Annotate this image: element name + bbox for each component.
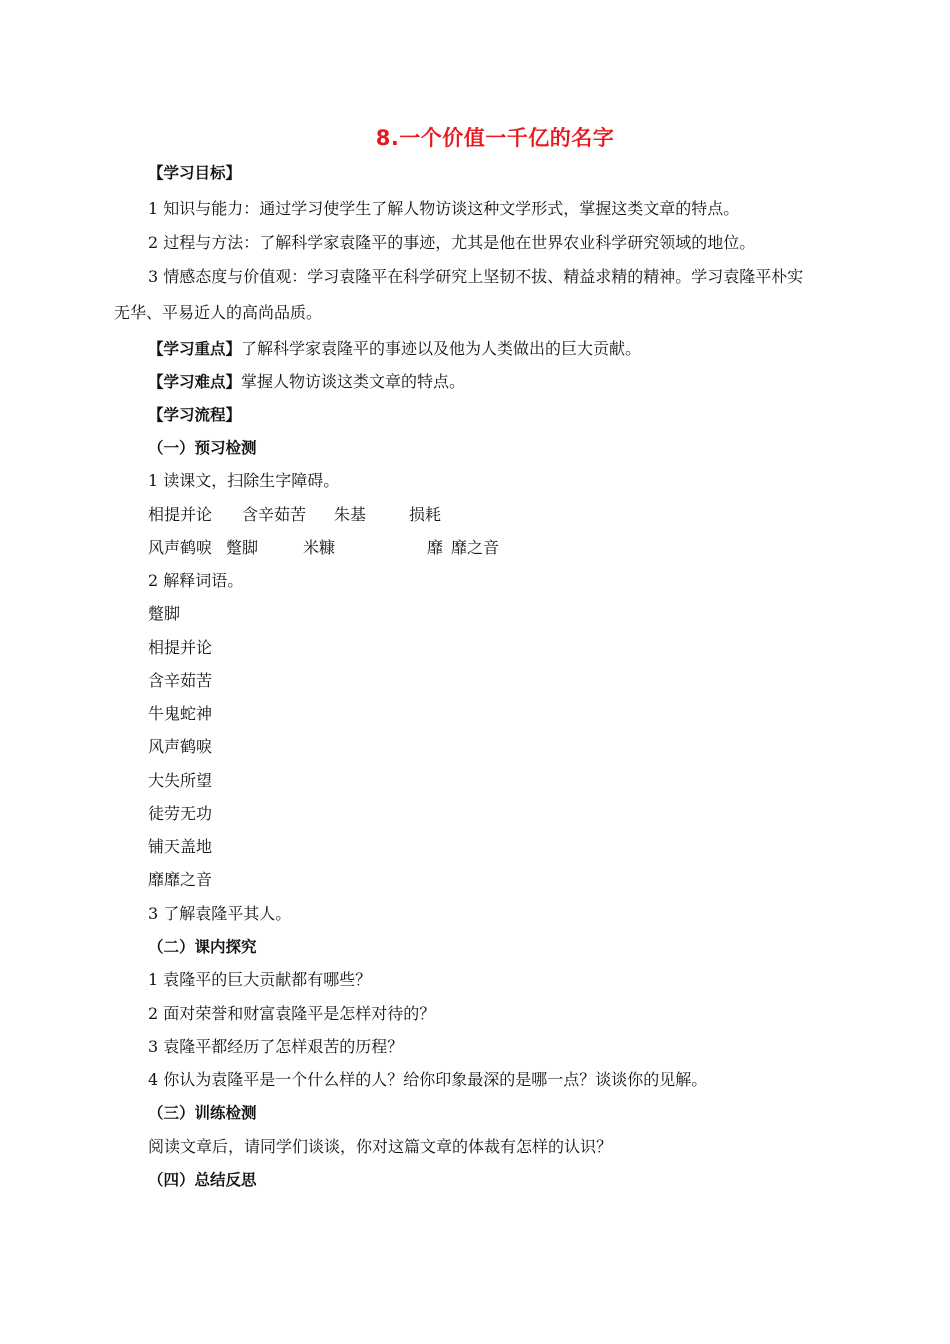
- key-point: [148, 339, 641, 359]
- term-item: 徒劳无功: [148, 804, 213, 823]
- inquiry-q2: 2 面对荣誉和财富袁隆平是怎样对待的？: [148, 1004, 436, 1023]
- inquiry-q1: 1 袁隆平的巨大贡献都有哪些？: [148, 970, 372, 989]
- preview-q1: 1 读课文，扫除生字障碍。: [148, 471, 340, 490]
- objective-3-line-2: 无华、平易近人的高尚品质。: [114, 303, 323, 322]
- term-item: 靡靡之音: [148, 870, 213, 889]
- vocab-word: 风声鹤唳: [148, 538, 213, 557]
- difficulty: [148, 372, 465, 392]
- vocab-word: 相提并论: [148, 505, 213, 524]
- vocab-word: 靡之音: [451, 538, 500, 557]
- preview-q3: 3 了解袁隆平其人。: [148, 904, 292, 923]
- process-heading: 【学习流程】: [148, 406, 242, 424]
- training-heading: （三）训练检测: [148, 1104, 257, 1122]
- inquiry-q3: 3 袁隆平都经历了怎样艰苦的历程？: [148, 1037, 404, 1056]
- term-item: 含辛茹苦: [148, 671, 213, 690]
- preview-heading: （一）预习检测: [148, 439, 257, 457]
- vocab-word: 含辛茹苦: [242, 505, 307, 524]
- document-title: 8.一个价值一千亿的名字: [375, 126, 615, 150]
- vocab-word: 靡: [427, 538, 444, 557]
- difficulty-label: 【学习难点】: [148, 373, 242, 391]
- vocab-word: 米糠: [303, 538, 336, 557]
- preview-q2: 2 解释词语。: [148, 571, 244, 590]
- term-item: 风声鹤唳: [148, 737, 213, 756]
- training-text: 阅读文章后，请同学们谈谈，你对这篇文章的体裁有怎样的认识？: [148, 1137, 613, 1156]
- inquiry-heading: （二）课内探究: [148, 938, 257, 956]
- objective-2: 2 过程与方法：了解科学家袁隆平的事迹，尤其是他在世界农业科学研究领域的地位。: [148, 233, 756, 252]
- term-item: 大失所望: [148, 771, 213, 790]
- key-point-text: 了解科学家袁隆平的事迹以及他为人类做出的巨大贡献。: [241, 339, 642, 358]
- inquiry-q4: 4 你认为袁隆平是一个什么样的人？给你印象最深的是哪一点？谈谈你的见解。: [148, 1070, 708, 1089]
- term-item: 蹩脚: [148, 604, 181, 623]
- key-point-label: 【学习重点】: [148, 340, 242, 358]
- summary-heading: （四）总结反思: [148, 1171, 257, 1189]
- vocab-word: 蹩脚: [226, 538, 259, 557]
- objective-1: 1 知识与能力：通过学习使学生了解人物访谈这种文学形式，掌握这类文章的特点。: [148, 199, 740, 218]
- objective-3-line-1: 3 情感态度与价值观：学习袁隆平在科学研究上坚韧不拔、精益求精的精神。学习袁隆平朴实: [148, 267, 804, 286]
- term-item: 相提并论: [148, 638, 213, 657]
- vocab-word: 损耗: [409, 505, 442, 524]
- objectives-heading: 【学习目标】: [148, 164, 242, 182]
- difficulty-text: 掌握人物访谈这类文章的特点。: [241, 372, 466, 391]
- term-item: 铺天盖地: [148, 837, 213, 856]
- vocab-word: 朱基: [334, 505, 367, 524]
- term-item: 牛鬼蛇神: [148, 704, 213, 723]
